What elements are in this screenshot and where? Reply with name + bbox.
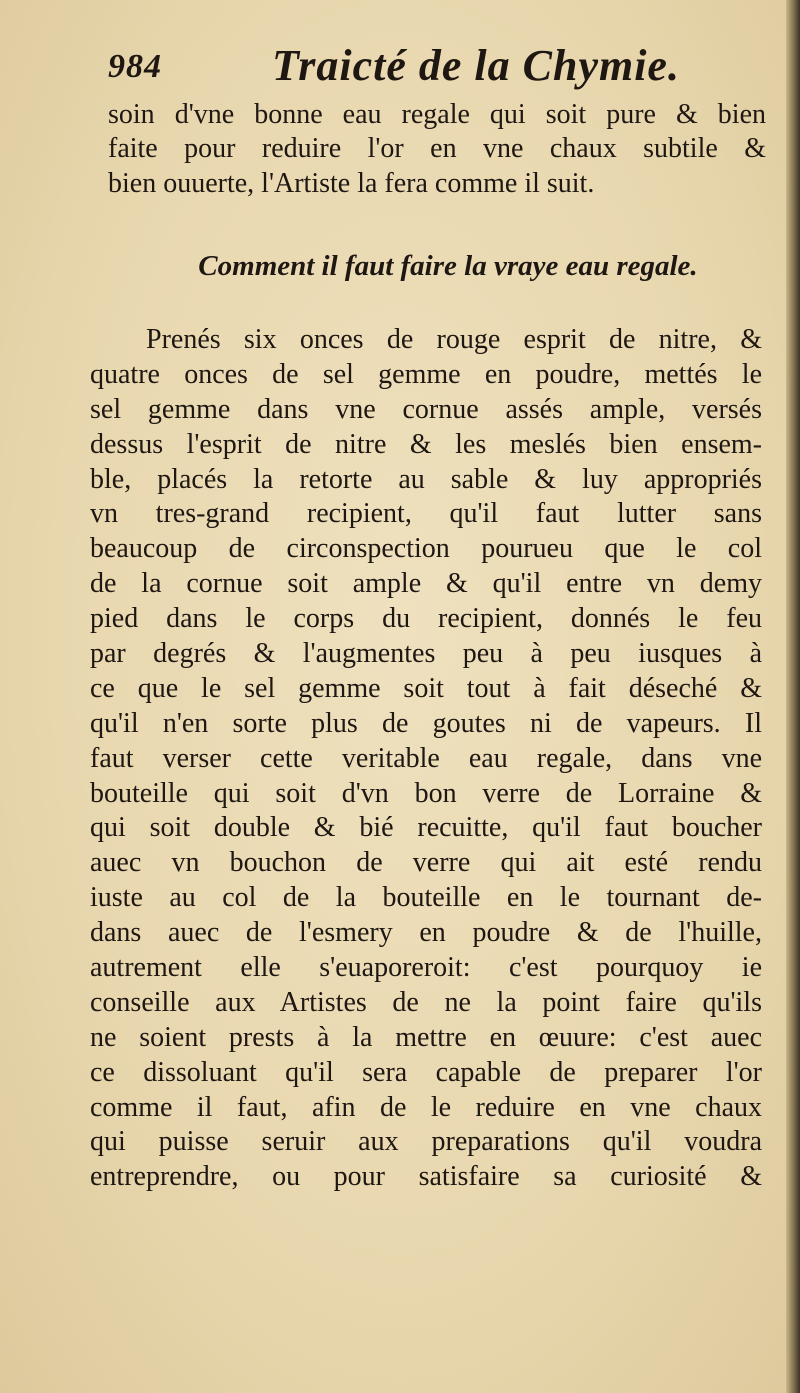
text-line: soin d'vne bonne eau regale qui soit pure & bien bbox=[108, 99, 766, 130]
text-line: sel gemme dans vne cornue assés ample, versés bbox=[90, 393, 762, 425]
text-line: autrement elle s'euaporeroit: c'est pourquoy ie bbox=[90, 952, 762, 984]
text-line: ce dissoluant qu'il sera capable de preparer l'or bbox=[90, 1056, 762, 1088]
intro-paragraph bbox=[108, 98, 766, 201]
text-line: par degrés & l'augmentes peu à peu iusques à bbox=[90, 638, 762, 670]
text-line: ce que le sel gemme soit tout à fait déseché & bbox=[90, 672, 762, 704]
text-line: comme il faut, afin de le reduire en vne chaux bbox=[90, 1091, 762, 1123]
section-heading: Comment il faut faire la vraye eau regale. bbox=[198, 250, 698, 282]
text-line: dans auec de l'esmery en poudre & de l'huille, bbox=[90, 917, 762, 949]
text-line: quatre onces de sel gemme en poudre, mettés le bbox=[90, 358, 762, 390]
text-line: vn tres-grand recipient, qu'il faut lutter sans bbox=[90, 498, 762, 530]
text-line: pied dans le corps du recipient, donnés le feu bbox=[90, 603, 762, 635]
text-line: faite pour reduire l'or en vne chaux subtile & bbox=[108, 133, 766, 165]
body-paragraph bbox=[90, 323, 762, 1195]
text-line: beaucoup de circonspection pourueu que le col bbox=[90, 533, 762, 565]
text-line: qui puisse seruir aux preparations qu'il voudra bbox=[90, 1126, 762, 1158]
running-title: Traicté de la Chymie. bbox=[272, 41, 680, 90]
page-header bbox=[108, 40, 708, 100]
text-line: auec vn bouchon de verre qui ait esté rendu bbox=[90, 847, 762, 879]
text-line: bouteille qui soit d'vn bon verre de Lorraine & bbox=[90, 777, 762, 809]
text-line: dessus l'esprit de nitre & les meslés bien ensem- bbox=[90, 428, 762, 460]
text-line: faut verser cette veritable eau regale, dans vne bbox=[90, 742, 762, 774]
page-edge bbox=[786, 0, 800, 1393]
text-line: de la cornue soit ample & qu'il entre vn demy bbox=[90, 568, 762, 600]
text-line: bien ouuerte, l'Artiste la fera comme il suit. bbox=[108, 167, 595, 199]
text-line: entreprendre, ou pour satisfaire sa curiosité & bbox=[90, 1161, 762, 1193]
text-line: ne soient prests à la mettre en œuure: c'est auec bbox=[90, 1021, 762, 1053]
text-line: qui soit double & bié recuitte, qu'il faut boucher bbox=[90, 812, 762, 844]
text-line: Prenés six onces de rouge esprit de nitre, & bbox=[146, 324, 762, 355]
text-line: qu'il n'en sorte plus de goutes ni de vapeurs. Il bbox=[90, 707, 762, 739]
text-line: ble, placés la retorte au sable & luy appropriés bbox=[90, 463, 762, 495]
text-line: iuste au col de la bouteille en le tournant de- bbox=[90, 882, 762, 914]
text-line: conseille aux Artistes de ne la point faire qu'ils bbox=[90, 986, 762, 1018]
page-number: 984 bbox=[108, 48, 162, 85]
